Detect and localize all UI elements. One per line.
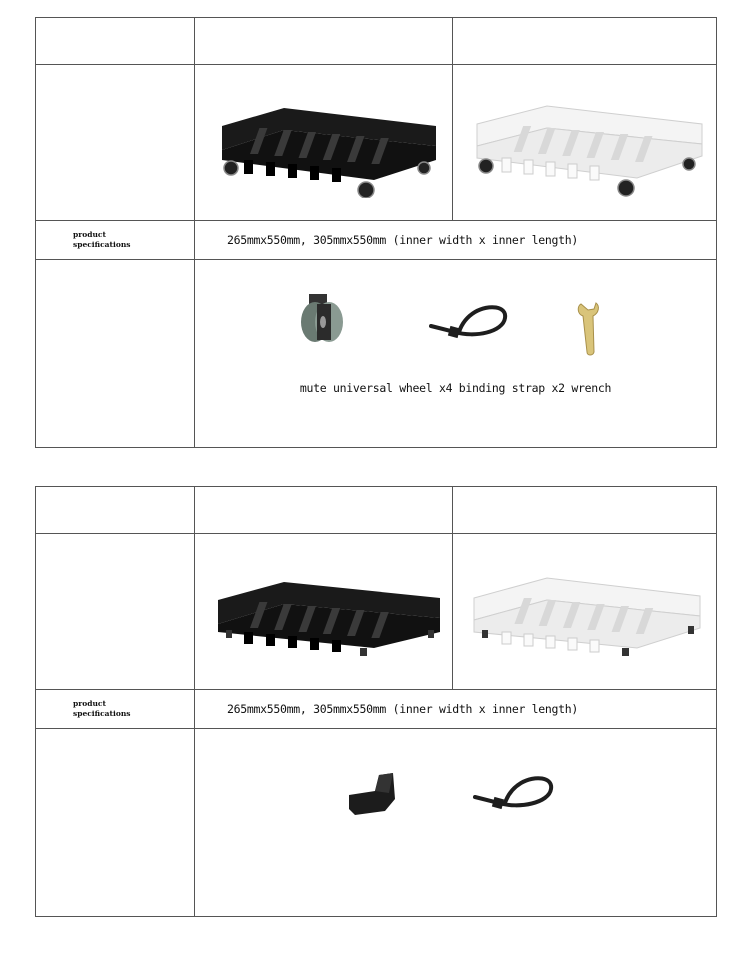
spec-table-with-feet	[35, 486, 717, 917]
accessories-cell	[195, 729, 717, 917]
spec-label-line2: specifications	[73, 709, 131, 718]
header-cell-empty	[36, 487, 195, 534]
header-cell-black	[195, 487, 453, 534]
cable-tie-icon	[469, 773, 559, 818]
spec-label-line2: specifications	[73, 240, 131, 249]
accessories-caption: mute universal wheel x4 binding strap x2 wrench	[299, 381, 612, 395]
spec-table-with-wheels	[35, 17, 717, 448]
black-stand-with-wheels-image	[195, 65, 453, 221]
label-cell-empty	[36, 65, 195, 221]
wrench-icon	[573, 300, 607, 360]
header-cell-white	[453, 487, 717, 534]
header-cell-empty	[36, 18, 195, 65]
accessory-label-empty	[36, 260, 195, 448]
spec-label	[36, 690, 195, 729]
spec-value: 265mmx550mm, 305mmx550mm (inner width x inner length)	[195, 221, 717, 260]
header-cell-black	[195, 18, 453, 65]
accessories-cell	[195, 260, 717, 448]
spec-value: 265mmx550mm, 305mmx550mm (inner width x inner length)	[195, 690, 717, 729]
spec-label-line1: product	[73, 699, 106, 708]
accessory-label-empty	[36, 729, 195, 917]
spec-label-line1: product	[73, 230, 106, 239]
white-stand-with-wheels-image	[453, 65, 717, 221]
label-cell-empty	[36, 534, 195, 690]
black-stand-with-feet-image	[195, 534, 453, 690]
header-cell-white	[453, 18, 717, 65]
white-stand-with-feet-image	[453, 534, 717, 690]
cable-tie-icon	[425, 302, 515, 347]
caster-wheel-icon	[295, 290, 355, 350]
spec-label	[36, 221, 195, 260]
rubber-foot-pad-icon	[345, 771, 399, 821]
